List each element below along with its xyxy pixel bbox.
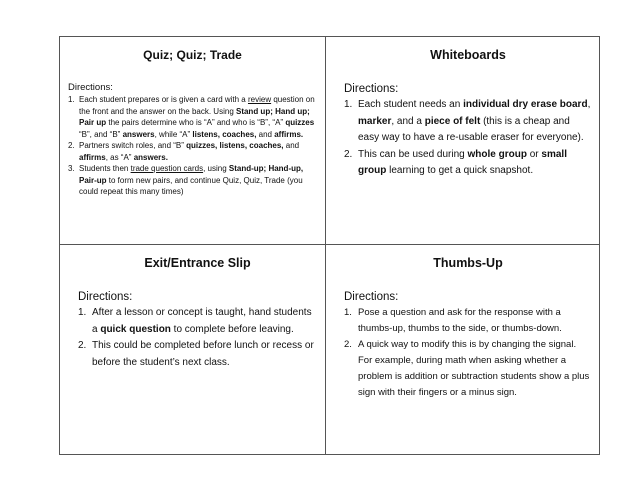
bold-text: answers. (133, 152, 168, 162)
exit-entrance-slip-cell (60, 245, 325, 455)
item-text: Each student prepares or is given a card with a (79, 95, 248, 104)
item-text: , using (203, 164, 229, 173)
bold-text: quizzes (285, 118, 315, 127)
bold-text: whole group (467, 148, 527, 160)
item-text: , while “A” (154, 129, 193, 139)
item-number: 2. (68, 141, 75, 150)
bold-text: Stand-up; Hand-up, Pair-up (79, 164, 304, 185)
bold-text: listens, coaches, (192, 129, 257, 139)
item-text: A quick way to modify this is by changing the signal. For example, during math when asking whether a problem is addition or subtraction students show a plus sign with their fingers or a minus sign. (358, 339, 590, 398)
bold-text: answers (122, 129, 155, 139)
list-item (68, 163, 317, 198)
item-text: Pose a question and ask for the response with a thumbs-up, thumbs to the side, or thumbs-down. (358, 307, 562, 334)
item-text: or (526, 148, 542, 160)
item-text: , as “A” (105, 152, 134, 162)
list-item (68, 140, 317, 163)
list-item (344, 147, 592, 180)
item-text: learning to get a quick snapshot. (386, 165, 534, 176)
bold-text: affirms. (274, 129, 304, 139)
item-text: Each student needs an (358, 99, 464, 110)
item-text: and (256, 129, 275, 139)
underlined-text: trade question cards (130, 164, 204, 173)
cell-title: Thumbs-Up (433, 256, 503, 270)
bold-text: quizzes, listens, coaches, (186, 141, 284, 150)
item-text: to form new pairs, and continue Quiz, Quiz, Trade (you could repeat this many times) (79, 175, 303, 196)
cell-title: Quiz; Quiz; Trade (143, 48, 242, 62)
list-item (344, 305, 592, 337)
directions-label: Directions: (68, 82, 113, 93)
list-item (344, 337, 592, 401)
list-item (78, 305, 317, 338)
item-text: question on the front and the answer on the back. Using (79, 95, 315, 116)
item-number: 3. (68, 164, 75, 173)
item-number: 1. (344, 307, 352, 318)
item-text: , (587, 99, 591, 110)
item-text: This could be completed before lunch or recess or before the student’s next class. (92, 340, 314, 368)
bold-text: small group (358, 148, 567, 176)
directions-label: Directions: (344, 291, 399, 303)
bold-text: quick question (100, 323, 171, 335)
list-item (344, 97, 592, 147)
item-text: to complete before leaving. (170, 323, 294, 335)
directions-list (344, 97, 592, 180)
quiz-quiz-trade-cell (60, 37, 325, 244)
bold-text: piece of felt (424, 115, 481, 127)
item-number: 2. (344, 148, 353, 160)
whiteboards-cell (326, 37, 600, 244)
item-number: 1. (68, 95, 75, 104)
item-number: 1. (344, 99, 353, 110)
cell-title: Exit/Entrance Slip (144, 256, 251, 270)
underlined-text: review (247, 95, 272, 104)
item-text: , and a (391, 115, 425, 127)
directions-list (78, 305, 317, 371)
cell-title: Whiteboards (430, 48, 506, 62)
item-number: 2. (78, 340, 87, 351)
item-text: Students then (79, 164, 131, 173)
directions-label: Directions: (78, 291, 133, 303)
item-text: This can be used during (358, 148, 468, 160)
list-item (78, 338, 317, 371)
directions-label: Directions: (344, 83, 399, 95)
bold-text: affirms (79, 152, 106, 162)
thumbs-up-cell (326, 245, 600, 455)
item-text: and (283, 141, 300, 150)
directions-list (344, 305, 592, 401)
bold-text: marker (358, 115, 392, 127)
directions-list (68, 94, 317, 198)
item-text: After a lesson or concept is taught, hand students a (92, 307, 312, 335)
bold-text: individual dry erase board (463, 99, 588, 110)
item-text: Partners switch roles, and “B” (79, 141, 187, 150)
strategy-grid (59, 36, 600, 455)
list-item (68, 94, 317, 140)
item-text: (this is a cheap and easy way to have a re-usable eraser for everyone). (358, 115, 584, 143)
item-text: “B”, and “B” (79, 129, 123, 139)
item-number: 2. (344, 339, 352, 350)
item-text: the pairs determine who is “A” and who is “B”, “A” (106, 118, 286, 127)
bold-text: Stand up; Hand up; Pair up (79, 106, 310, 127)
item-number: 1. (78, 307, 87, 318)
